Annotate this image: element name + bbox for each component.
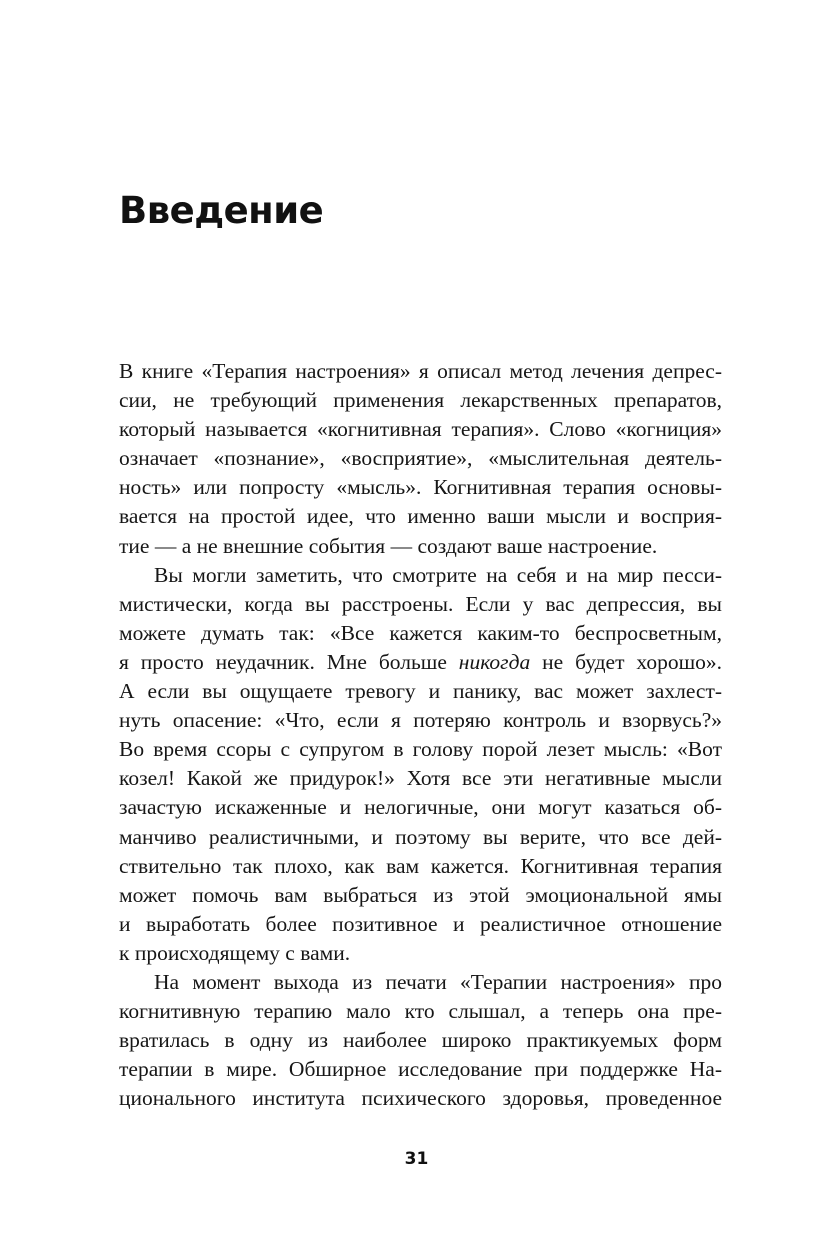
text-line: тие — а не внешние события — создают ваше настроение. xyxy=(119,533,658,558)
text-line: нуть опасение: «Что, если я потеряю контроль и взорвусь?» xyxy=(119,708,722,733)
text-line: ционального института психического здоровья, проведенное xyxy=(119,1086,722,1111)
text-line: вратилась в одну из наиболее широко практикуемых форм xyxy=(119,1028,722,1053)
text-line: означает «познание», «восприятие», «мыслительная деятель- xyxy=(119,446,722,471)
text-line: к происходящему с вами. xyxy=(119,940,351,965)
body-text xyxy=(119,357,722,1113)
text-line: зачастую искаженные и нелогичные, они могут казаться об- xyxy=(119,795,722,820)
text-line: В книге «Терапия настроения» я описал метод лечения депрес- xyxy=(119,359,722,383)
text-line: терапии в мире. Обширное исследование при поддержке На- xyxy=(119,1057,722,1082)
text-line: мистически, когда вы расстроены. Если у вас депрессия, вы xyxy=(119,591,722,616)
text-line: козел! Какой же придурок!» Хотя все эти негативные мысли xyxy=(119,766,722,791)
text-line: может помочь вам выбраться из этой эмоциональной ямы xyxy=(119,882,722,907)
text-line: вается на простой идее, что именно ваши мысли и восприя- xyxy=(119,504,722,529)
text-line: когнитивную терапию мало кто слышал, а теперь она пре- xyxy=(119,999,722,1024)
text-line: который называется «когнитивная терапия». Слово «когниция» xyxy=(119,417,722,442)
chapter-title: Введение xyxy=(119,189,324,232)
text-line: На момент выхода из печати «Терапии настроения» про xyxy=(154,969,722,994)
text-run: не будет хорошо». xyxy=(530,649,722,674)
text-line-mixed xyxy=(119,648,722,677)
text-line: и выработать более позитивное и реалистичное отношение xyxy=(119,911,722,936)
text-run: я просто неудачник. Мне больше xyxy=(119,649,459,674)
paragraph-1 xyxy=(119,357,722,561)
text-line: ствительно так плохо, как вам кажется. Когнитивная терапия xyxy=(119,853,722,878)
paragraph-2 xyxy=(119,561,722,968)
emphasis-text: никогда xyxy=(458,649,531,674)
text-line: манчиво реалистичными, и поэтому вы верите, что все дей- xyxy=(119,824,722,849)
text-line: ность» или попросту «мысль». Когнитивная терапия основы- xyxy=(119,475,722,500)
paragraph-3 xyxy=(119,968,722,1113)
text-line: сии, не требующий применения лекарственных препаратов, xyxy=(119,388,722,413)
text-line: А если вы ощущаете тревогу и панику, вас может захлест- xyxy=(119,679,722,704)
text-line: Во время ссоры с супругом в голову порой лезет мысль: «Вот xyxy=(119,737,722,762)
text-line: можете думать так: «Все кажется каким-то беспросветным, xyxy=(119,620,722,645)
page-number: 31 xyxy=(404,1149,429,1169)
text-line: Вы могли заметить, что смотрите на себя и на мир песси- xyxy=(154,562,722,587)
